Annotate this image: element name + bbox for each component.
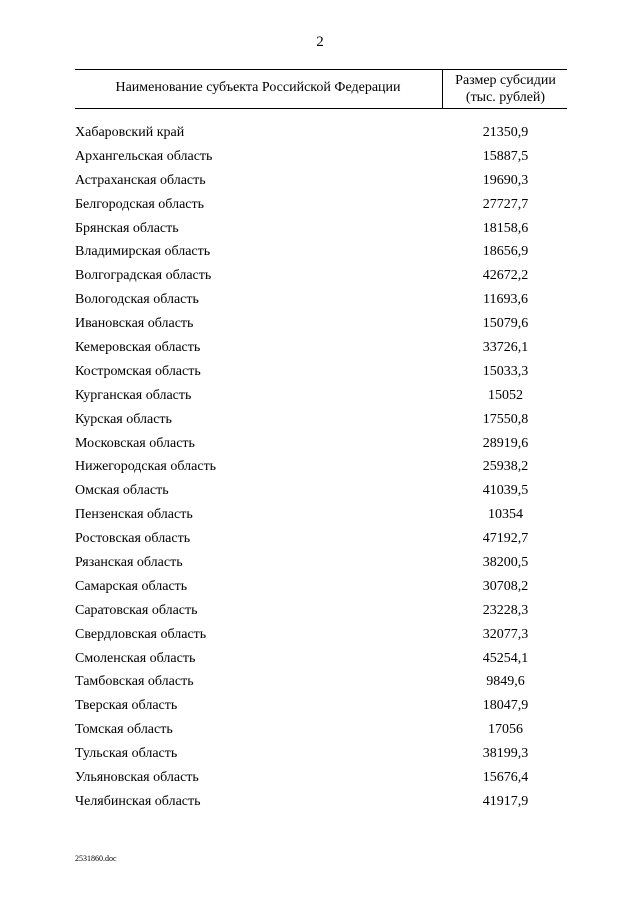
table-row	[75, 745, 567, 769]
table-row	[75, 721, 567, 745]
table-row	[75, 626, 567, 650]
subsidy-amount: 18656,9	[482, 244, 529, 260]
region-name: Челябинская область	[75, 793, 201, 809]
table-body	[75, 124, 567, 817]
subsidy-amount: 25938,2	[482, 459, 529, 475]
table-row	[75, 578, 567, 602]
subsidy-amount: 32077,3	[482, 626, 529, 642]
subsidy-amount: 18158,6	[482, 220, 529, 236]
region-name: Кемеровская область	[75, 340, 201, 356]
subsidy-amount: 38199,3	[482, 746, 529, 762]
table-row	[75, 291, 567, 315]
subsidy-amount: 38200,5	[482, 555, 529, 571]
table-row	[75, 267, 567, 291]
subsidy-amount: 30708,2	[482, 578, 529, 594]
table-row	[75, 220, 567, 244]
table-row	[75, 411, 567, 435]
table-row	[75, 339, 567, 363]
table-row	[75, 172, 567, 196]
table-row	[75, 650, 567, 674]
subsidy-amount: 9849,6	[486, 674, 525, 690]
region-name: Ульяновская область	[75, 770, 199, 786]
table-row	[75, 363, 567, 387]
region-name: Астраханская область	[75, 172, 206, 188]
region-name: Белгородская область	[75, 196, 205, 212]
region-name: Тульская область	[75, 746, 178, 762]
region-name: Курская область	[75, 411, 172, 427]
subsidy-amount: 15079,6	[482, 316, 529, 332]
subsidy-amount: 19690,3	[482, 172, 529, 188]
table-row	[75, 387, 567, 411]
subsidy-amount: 15887,5	[482, 148, 529, 164]
region-name: Волгоградская область	[75, 268, 212, 284]
subsidy-amount: 10354	[488, 507, 523, 523]
table-row	[75, 315, 567, 339]
header-column-divider	[442, 70, 443, 108]
table-row	[75, 793, 567, 817]
region-name: Саратовская область	[75, 602, 198, 618]
header-subsidy-amount-line2: (тыс. рублей)	[465, 90, 546, 105]
region-name: Томская область	[75, 722, 173, 738]
subsidy-amount: 21350,9	[482, 125, 529, 140]
region-name: Пензенская область	[75, 507, 193, 523]
subsidy-amount: 41917,9	[482, 793, 529, 809]
subsidy-amount: 27727,7	[482, 196, 529, 212]
table-row	[75, 243, 567, 267]
region-name: Архангельская область	[75, 148, 213, 164]
table-row	[75, 530, 567, 554]
region-name: Костромская область	[75, 363, 201, 379]
region-name: Рязанская область	[75, 555, 183, 571]
table-row	[75, 196, 567, 220]
subsidy-amount: 42672,2	[482, 268, 529, 284]
region-name: Тверская область	[75, 698, 178, 714]
subsidy-amount: 28919,6	[482, 435, 529, 451]
table-row	[75, 697, 567, 721]
region-name: Брянская область	[75, 220, 179, 236]
subsidy-amount: 47192,7	[482, 531, 529, 547]
subsidy-amount: 41039,5	[482, 483, 529, 499]
table-row	[75, 673, 567, 697]
table-row	[75, 769, 567, 793]
table-row	[75, 554, 567, 578]
footer-file-name: 2531860.doc	[75, 854, 117, 863]
region-name: Смоленская область	[75, 650, 196, 666]
header-region-name: Наименование субъекта Российской Федерации	[115, 80, 401, 95]
table-row	[75, 482, 567, 506]
subsidy-amount: 33726,1	[482, 340, 529, 356]
region-name: Нижегородская область	[75, 459, 217, 475]
table-header	[75, 69, 567, 109]
subsidy-amount: 18047,9	[482, 698, 529, 714]
subsidy-amount: 15676,4	[482, 770, 529, 786]
table-row	[75, 602, 567, 626]
region-name: Самарская область	[75, 578, 188, 594]
subsidy-amount: 45254,1	[482, 650, 529, 666]
table-row	[75, 435, 567, 459]
region-name: Ростовская область	[75, 531, 191, 547]
subsidy-amount: 15052	[488, 387, 523, 403]
region-name: Владимирская область	[75, 244, 211, 260]
region-name: Омская область	[75, 483, 169, 499]
region-name: Курганская область	[75, 387, 192, 403]
region-name: Хабаровский край	[75, 125, 185, 140]
table-row	[75, 148, 567, 172]
table-row	[75, 506, 567, 530]
subsidy-amount: 11693,6	[483, 292, 528, 308]
subsidy-amount: 17056	[488, 722, 523, 738]
region-name: Ивановская область	[75, 316, 194, 332]
subsidy-amount: 15033,3	[482, 363, 529, 379]
subsidy-table	[75, 69, 567, 809]
page-number: 2	[316, 34, 324, 50]
table-row	[75, 124, 567, 148]
header-subsidy-amount-line1: Размер субсидии	[455, 73, 556, 88]
subsidy-amount: 23228,3	[482, 602, 529, 618]
region-name: Тамбовская область	[75, 674, 194, 690]
region-name: Свердловская область	[75, 626, 207, 642]
table-row	[75, 458, 567, 482]
header-subsidy-amount	[444, 72, 567, 106]
region-name: Московская область	[75, 435, 195, 451]
region-name: Вологодская область	[75, 292, 199, 308]
subsidy-amount: 17550,8	[482, 411, 529, 427]
